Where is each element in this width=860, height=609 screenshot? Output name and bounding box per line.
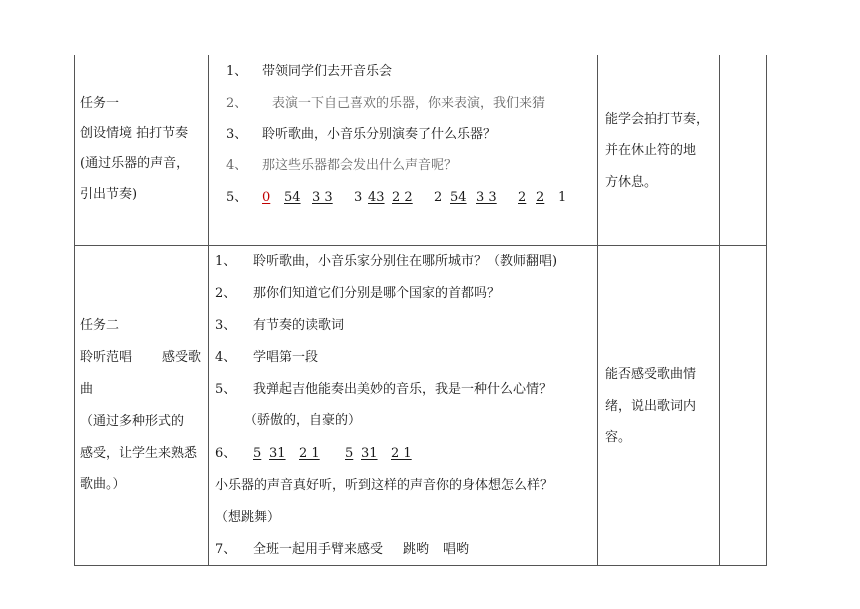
task2-subtitle: 聆听范唱 感受歌 — [80, 350, 202, 365]
task2-step-1: 1、 聆听歌曲，小音乐家分别住在哪所城市？（教师翻唱) — [215, 254, 558, 269]
task1-step-4: 4、 那这些乐器都会发出什么声音呢？ — [226, 158, 458, 173]
table-border-bottom — [74, 565, 767, 566]
task2-goal-line-1: 能否感受歌曲情 — [605, 367, 697, 382]
task2-question-answer: （想跳舞） — [215, 510, 281, 525]
table-divider-1 — [208, 55, 209, 565]
task2-goal-line-2: 绪，说出歌词内 — [605, 399, 697, 414]
task2-step-4: 4、 学唱第一段 — [215, 350, 319, 365]
table-border-right — [766, 55, 767, 565]
rhythm-rest: 0 — [262, 190, 271, 205]
task1-step-3: 3、 聆听歌曲，小音乐分别演奏了什么乐器？ — [226, 127, 497, 142]
task2-step-3: 3、 有节奏的读歌词 — [215, 318, 345, 333]
row-separator — [74, 245, 767, 246]
task1-step-1: 1、 带领同学们去开音乐会 — [226, 64, 393, 79]
task2-rhythm: 6、 5 31 2 1 5 31 2 1 — [215, 446, 412, 461]
task1-note-1: (通过乐器的声音， — [80, 156, 190, 171]
table-divider-3 — [719, 55, 720, 565]
task2-step-5: 5、 我弹起吉他能奏出美妙的音乐，我是一种什么心情？ — [215, 382, 553, 397]
task1-subtitle: 创设情境 拍打节奏 — [80, 126, 189, 141]
task2-step-7: 7、 全班一起用手臂来感受 跳哟 唱哟 — [215, 542, 470, 557]
table-border-left — [74, 55, 75, 565]
task1-goal-line-2: 并在休止符的地 — [605, 143, 697, 158]
task2-question: 小乐器的声音真好听，听到这样的声音你的身体想怎么样？ — [215, 478, 554, 493]
task2-step-5-answer: （骄傲的，自豪的） — [244, 413, 362, 428]
task1-step-2: 2、 表演一下自己喜欢的乐器，你来表演，我们来猜 — [226, 96, 546, 111]
task1-goal-line-3: 方休息。 — [605, 175, 658, 190]
task2-note-1: （通过多种形式的 — [80, 414, 185, 429]
task2-note-3: 歌曲。） — [80, 477, 126, 492]
task2-title: 任务二 — [80, 318, 120, 333]
table-divider-2 — [597, 55, 598, 565]
task2-note-2: 感受，让学生来熟悉 — [80, 446, 198, 461]
task1-title: 任务一 — [80, 96, 120, 111]
task1-goal-line-1: 能学会拍打节奏， — [605, 112, 710, 127]
task1-note-2: 引出节奏) — [80, 187, 138, 202]
task2-subtitle-cont: 曲 — [80, 382, 94, 397]
task1-rhythm: 5、 0 54 3 3 3 43 2 2 2 54 3 3 2 2 1 — [226, 190, 567, 205]
task2-step-2: 2、 那你们知道它们分别是哪个国家的首都吗？ — [215, 286, 501, 301]
task2-goal-line-3: 容。 — [605, 430, 632, 445]
